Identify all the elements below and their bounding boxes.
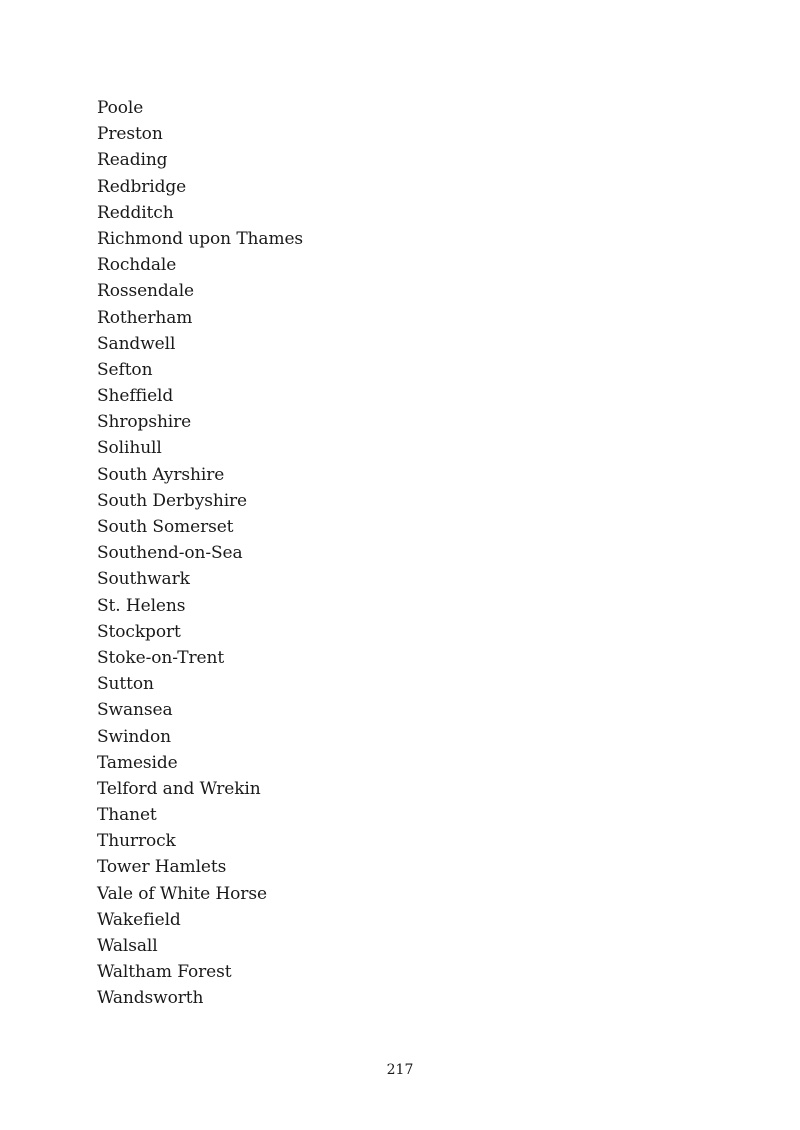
list-item: Richmond upon Thames bbox=[97, 228, 304, 249]
list-item: South Derbyshire bbox=[97, 490, 248, 511]
list-item: South Somerset bbox=[97, 517, 234, 537]
list-item: Telford and Wrekin bbox=[97, 778, 261, 799]
list-item: Redbridge bbox=[97, 176, 187, 197]
list-item: Swansea bbox=[97, 700, 173, 721]
list-item: Southwark bbox=[97, 569, 190, 590]
list-item: Preston bbox=[97, 124, 163, 145]
list-item: Swindon bbox=[97, 726, 171, 747]
list-item: Sandwell bbox=[97, 333, 176, 354]
list-item: Sefton bbox=[97, 359, 153, 380]
list-item: Rotherham bbox=[97, 307, 193, 328]
list-item: Stockport bbox=[97, 621, 181, 642]
list-item: Vale of White Horse bbox=[97, 883, 267, 904]
list-item: Tameside bbox=[97, 752, 178, 773]
list-item: Stoke-on-Trent bbox=[97, 647, 225, 668]
list-item: South Ayrshire bbox=[97, 464, 225, 485]
list-item: Thurrock bbox=[97, 831, 176, 852]
list-item: Reading bbox=[97, 150, 168, 171]
list-item: Solihull bbox=[97, 438, 162, 459]
list-item: Redditch bbox=[97, 202, 174, 223]
list-item: Thanet bbox=[97, 805, 157, 826]
list-item: Poole bbox=[97, 98, 144, 118]
list-item: Wakefield bbox=[97, 909, 181, 930]
list-item: St. Helens bbox=[97, 595, 186, 616]
list-item: Southend-on-Sea bbox=[97, 543, 243, 564]
list-item: Tower Hamlets bbox=[97, 857, 227, 878]
list-item: Wandsworth bbox=[97, 988, 204, 1009]
list-item: Walsall bbox=[97, 936, 158, 956]
list-item: Shropshire bbox=[97, 412, 192, 433]
list-item: Rochdale bbox=[97, 255, 177, 276]
page-number: 217 bbox=[386, 1062, 414, 1078]
list-item: Sheffield bbox=[97, 386, 174, 407]
place-list bbox=[97, 95, 303, 1012]
list-item: Sutton bbox=[97, 674, 154, 695]
list-item: Rossendale bbox=[97, 281, 195, 302]
list-item: Waltham Forest bbox=[97, 962, 232, 983]
